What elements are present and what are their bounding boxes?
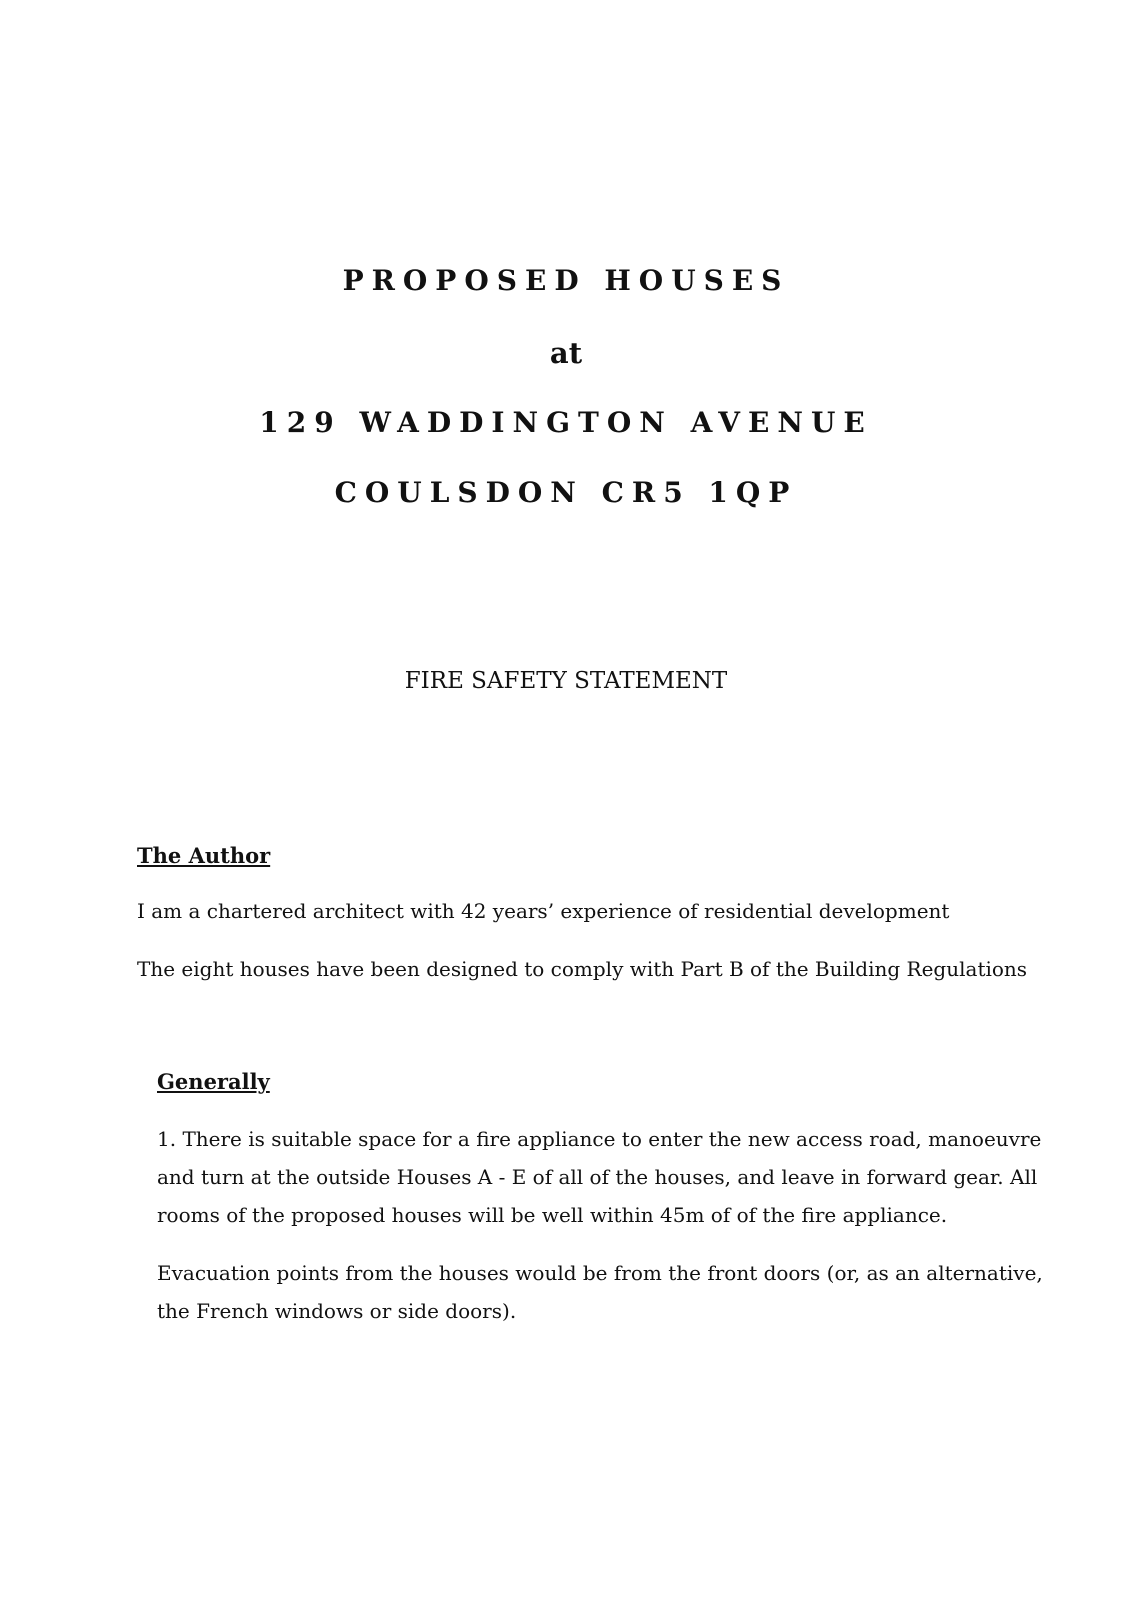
generally-paragraph-evacuation: Evacuation points from the houses would be from the front doors (or, as an alternative, the French windows or side doors). bbox=[157, 1261, 1043, 1323]
title-line-at: at bbox=[549, 336, 583, 370]
title-line-town-postcode: COULSDON CR5 1QP bbox=[334, 476, 798, 509]
generally-heading: Generally bbox=[157, 1069, 270, 1094]
document-subtitle: FIRE SAFETY STATEMENT bbox=[404, 668, 728, 694]
generally-section-body bbox=[157, 1120, 1077, 1380]
generally-paragraph-fire-appliance: 1. There is suitable space for a fire appliance to enter the new access road, manoeuvre and turn at the outside Houses A - E of all of the houses, and leave in forward gear. All rooms of the proposed houses will be well within 45m of of the fire appliance. bbox=[157, 1127, 1042, 1227]
author-paragraph-compliance: The eight houses have been designed to comply with Part B of the Building Regulations bbox=[137, 957, 1028, 981]
author-paragraph-experience: I am a chartered architect with 42 years’ experience of residential development bbox=[137, 899, 950, 923]
author-heading: The Author bbox=[137, 843, 271, 868]
title-line-proposed-houses: PROPOSED HOUSES bbox=[342, 264, 790, 297]
title-line-address: 129 WADDINGTON AVENUE bbox=[259, 406, 873, 439]
